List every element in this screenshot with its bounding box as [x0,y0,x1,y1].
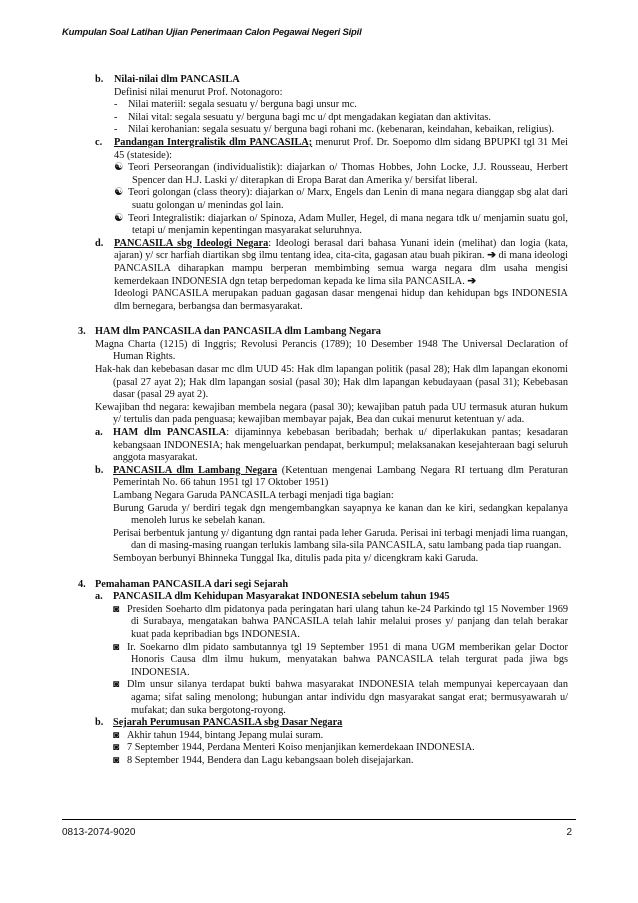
list-item: ☯ Teori golongan (class theory): diajarkan o/ Marx, Engels dan Lenin di mana negara dianggap sbg alat dari suatu golongan u/ menindas gol lain. [114,187,568,211]
definition: Definisi nilai menurut Prof. Notonagoro: [114,86,283,98]
paragraph: Perisai berbentuk jantung y/ digantung dgn rantai pada leher Garuda. Perisai ini terbagi menjadi lima ruangan, dan di masing-masing ruangan terlukis lambang sila-sila PANCASILA, satu lambang pada tiap ruangan. [113,527,568,552]
paragraph: Hak-hak dan kebebasan dasar mc dlm UUD 45: Hak dlm lapangan politik (pasal 28); Hak dlm lapangan ekonomi (pasal 27 ayat 2); Hak dlm lapangan sosial (pasal 30); Hak dlm lapangan kebudayaan (pasal 31); Kebebasan dasar (pasal 29 ayat 2). [95,364,568,401]
dash-icon: - [114,111,118,123]
section-d-label: d. [95,237,104,249]
section-d-title: PANCASILA sbg Ideologi Negara [114,237,269,249]
section-d-text: di mana ideologi PANCASILA diharapkan mampu berperan membimbing semua warga negara dlm usaha mengisi kemerdekaan INDONESIA dgn tetap berpedoman kepada ke lima sila PANCASILA. [114,250,568,287]
list-item: - Nilai materiil: segala sesuatu y/ berguna bagi unsur mc. [114,99,357,111]
footer-divider [62,819,576,820]
box-bullet-icon: ◙ [113,603,120,615]
nilai-list [114,99,568,137]
section-c-intro: menurut Prof. Dr. Soepomo dlm sidang BPUPKI tgl 31 Mei 45 (stateside): [114,136,568,161]
list-item: ◙ Presiden Soeharto dlm pidatonya pada peringatan hari ulang tahun ke-24 Parkindo tgl 15 November 1969 di Surabaya, mengatakan bahwa PANCASILA telah lahir melalui proses y/ panjang dan telah berakar kuat pada kepribadian bgs INDONESIA. [113,603,568,640]
section-b [78,74,568,137]
box-bullet-icon: ◙ [113,754,120,766]
yin-yang-bullet-icon: ☯ [114,187,124,199]
list-item: ◙ 8 September 1944, Bendera dan Lagu kebangsaan boleh disejajarkan. [113,754,414,766]
footer-phone: 0813-2074-9020 [62,827,136,838]
section-d-text: : Ideologi berasal dari bahasa Yunani idein (melihat) dan logia (kata, ajaran) y/ scr harfiah diartikan sbg ilmu tentang idea, cita-cita, gagasan atau buah pikiran. [114,237,569,262]
paragraph: Semboyan berbunyi Bhinneka Tunggal Ika, ditulis pada pita y/ dicengkram kaki Garuda. [113,552,479,564]
paragraph: Kewajiban thd negara: kewajiban membela negara (pasal 30); kewajiban patuh pada UU termasuk aturan hukum y/ tertulis dan pada penguasa; kewajiban membayar pajak, Bea dan cukai menurut ketentuan y/ ada. [95,401,568,426]
paragraph: Lambang Negara Garuda PANCASILA terbagi menjadi tiga bagian: [113,490,394,501]
list-item: ◙ 7 September 1944, Perdana Menteri Koiso menjanjikan kemerdekaan INDONESIA. [113,742,475,754]
section-d-text: Ideologi PANCASILA merupakan paduan gagasan dasar mengenai hidup dan kehidupan bgs INDONESIA dlm bernegara, berbangsa dan bermasyarakat. [114,288,568,312]
section-c-title: Pandangan Intergralistik dlm PANCASILA; [114,136,313,148]
section-4 [78,579,568,768]
section-c [78,137,568,238]
box-bullet-icon: ◙ [113,679,120,691]
section-4-number: 4. [78,578,86,590]
list-item: ☯ Teori Integralistik: diajarkan o/ Spinoza, Adam Muller, Hegel, di mana negara tdk u/ menjamin suatu gol, tetapi u/ menjamin kepentingan masyarakat seluruhnya. [114,212,568,237]
section-3b-text: (Ketentuan mengenai Lambang Negara RI tertuang dlm Peraturan Pemerintah No. 66 tahun 1951 tgl 17 Oktober 1951) [113,464,568,489]
dash-icon: - [114,99,118,111]
list-item: ◙ Ir. Soekarno dlm pidato sambutannya tgl 19 September 1951 di mana UGM memberikan gelar Doctor Honoris Causa dlm ilmu hukum, menyatakan bahwa PANCASILA telah tergurat pada jiwa bgs INDONESIA. [113,641,568,678]
page-header: Kumpulan Soal Latihan Ujian Penerimaan Calon Pegawai Negeri Sipil [62,27,362,38]
section-4b-label: b. [95,717,104,729]
yin-yang-bullet-icon: ☯ [114,162,124,174]
box-bullet-icon: ◙ [113,729,120,741]
section-b-title: Nilai-nilai dlm PANCASILA [114,74,240,85]
section-3 [78,326,568,565]
section-c-label: c. [95,136,103,148]
section-3-number: 3. [78,326,86,338]
dash-icon: - [114,124,118,136]
page-number: 2 [566,827,572,838]
section-3a-label: a. [95,427,103,439]
list-item: ☯ Teori Perseorangan (individualistik): diajarkan o/ Thomas Hobbes, John Locke, J.J. Rousseau, Herbert Spencer dan H.J. Laski y/ diterapkan di Eropa Barat dan Amerika y/ bersifat liberal. [114,162,568,186]
section-3a-title: HAM dlm PANCASILA [113,427,227,439]
box-bullet-icon: ◙ [113,641,120,653]
arrow-icon: ➔ [487,250,496,262]
list-item: - Nilai kerohanian: segala sesuatu y/ berguna bagi rohani mc. (kebenaran, keindahan, kebaikan, religius). [114,124,555,136]
paragraph: Burung Garuda y/ berdiri tegak dgn mengembangkan sayapnya ke kanan dan ke kiri, sedangkan kepalanya menoleh lurus ke sebelah kanan. [113,502,568,527]
list-item: ◙ Dlm unsur silanya terdapat bukti bahwa masyarakat INDONESIA telah mempunyai kepercayaan dan agama; sifat saling menolong; hubungan antar individu dgn masyarakat sangat erat; bermusyawarah u/ mufakat; dan suka bergotong-royong. [113,679,568,716]
section-d [78,238,568,314]
list-item: - Nilai vital: segala sesuatu y/ berguna bagi mc u/ dpt mengadakan kegiatan dan aktivitas. [114,111,491,123]
arrow-icon: ➔ [467,275,476,287]
section-3-title: HAM dlm PANCASILA dan PANCASILA dlm Lambang Negara [95,326,381,338]
section-3a-text: : dijaminnya kebebasan beribadah; berhak u/ diperlakukan pantas; kesadaran kebangsaan INDONESIA; hak mengeluarkan pendapat, berkumpul; melaksanakan kesejahteraan bagi seluruh anggota masyarakat. [113,427,568,464]
section-4b [95,717,568,767]
section-3b-label: b. [95,464,104,476]
section-b-label: b. [95,74,104,85]
paragraph: Magna Charta (1215) di Inggris; Revolusi Perancis (1789); 10 Desember 1948 The Universal Declaration of Human Rights. [95,338,568,363]
section-3b-title: PANCASILA dlm Lambang Negara [113,464,278,476]
page-content [78,74,568,767]
section-4a-label: a. [95,591,103,603]
section-3b [95,465,568,566]
list-item: ◙ Akhir tahun 1944, bintang Jepang mulai suram. [113,729,324,741]
yin-yang-bullet-icon: ☯ [114,212,124,224]
section-4a [95,591,568,717]
box-bullet-icon: ◙ [113,742,120,754]
section-4a-title: PANCASILA dlm Kehidupan Masyarakat INDONESIA sebelum tahun 1945 [113,591,450,603]
section-3a [95,427,568,465]
section-4-title: Pemahaman PANCASILA dari segi Sejarah [95,578,289,590]
section-4b-title: Sejarah Perumusan PANCASILA sbg Dasar Negara [113,717,343,729]
